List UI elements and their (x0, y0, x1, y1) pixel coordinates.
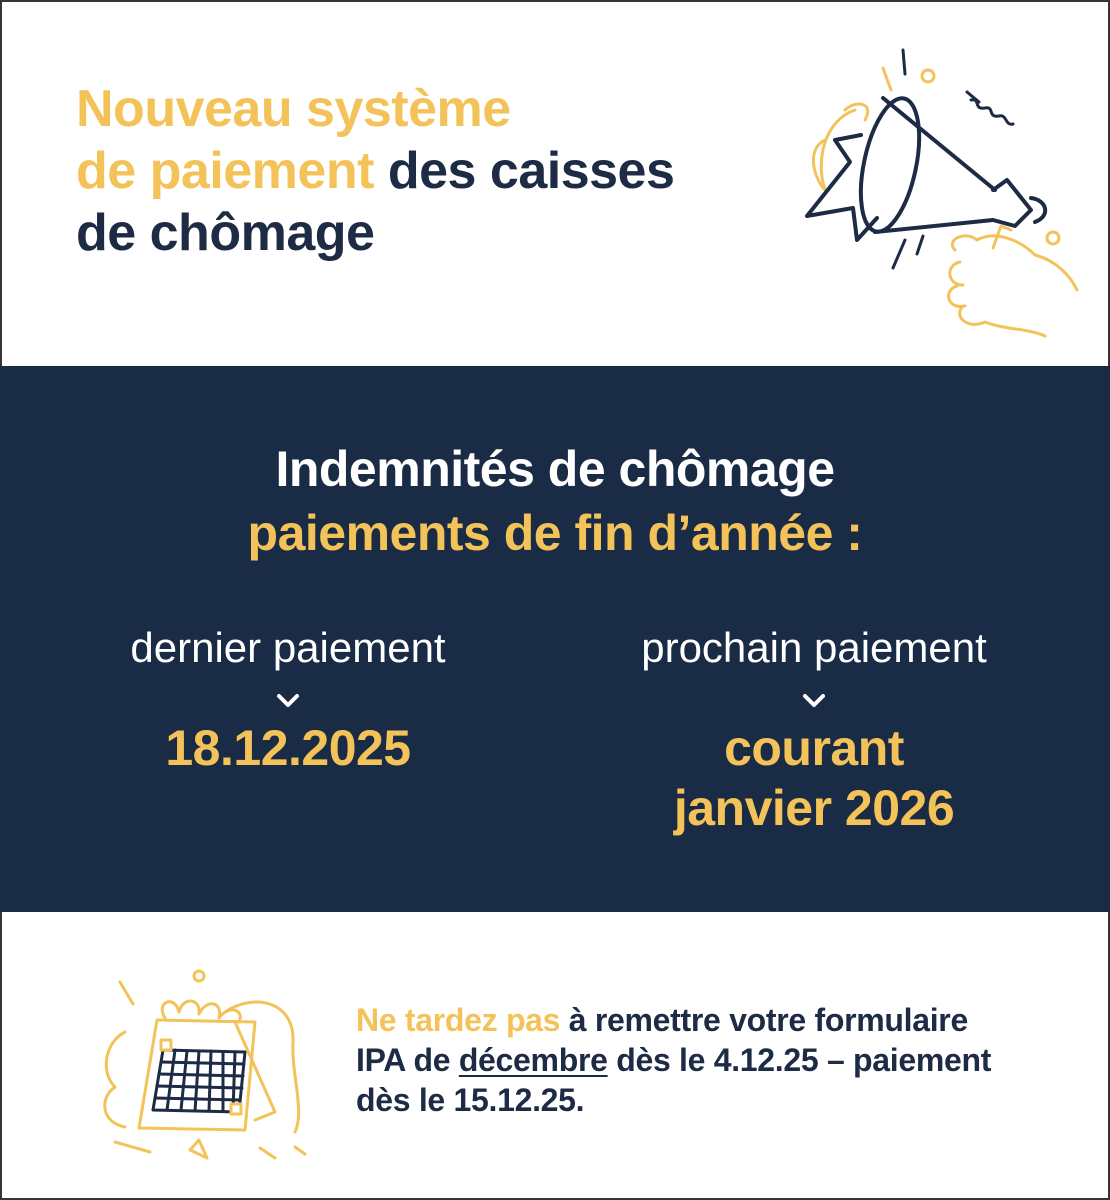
title-accent-2: de paiement (76, 142, 374, 200)
title-text-2: de chômage (76, 204, 375, 262)
calendar-icon (95, 962, 310, 1162)
header-section (0, 0, 1110, 366)
megaphone-icon (795, 40, 1090, 340)
title-accent-1: Nouveau système (76, 80, 511, 138)
last-payment-column (78, 622, 498, 778)
chevron-down-icon (801, 692, 827, 710)
next-payment-date-line2: janvier 2026 (673, 780, 955, 836)
notice-text-part2: dès le 4.12.25 – paiement dès le 15.12.25. (356, 1042, 992, 1118)
last-payment-date: 18.12.2025 (165, 720, 411, 776)
next-payment-date-line1: courant (724, 720, 904, 776)
last-payment-label: dernier paiement (130, 624, 446, 671)
payment-dates-section (0, 366, 1110, 912)
notice-month: décembre (458, 1042, 608, 1078)
section-title: Indemnités de chômage (275, 441, 835, 497)
page-title (76, 78, 776, 264)
title-text-1: des caisses (373, 142, 675, 200)
section-subtitle: paiements de fin d’année : (247, 505, 863, 561)
notice-section (0, 912, 1110, 1200)
chevron-down-icon (275, 692, 301, 710)
next-payment-column (604, 622, 1024, 838)
next-payment-date (604, 718, 1024, 838)
next-payment-label: prochain paiement (641, 624, 987, 671)
notice-text (356, 1000, 996, 1120)
notice-text-part1: à remettre votre formulaire IPA de (356, 1002, 968, 1078)
notice-accent: Ne tardez pas (356, 1002, 561, 1038)
